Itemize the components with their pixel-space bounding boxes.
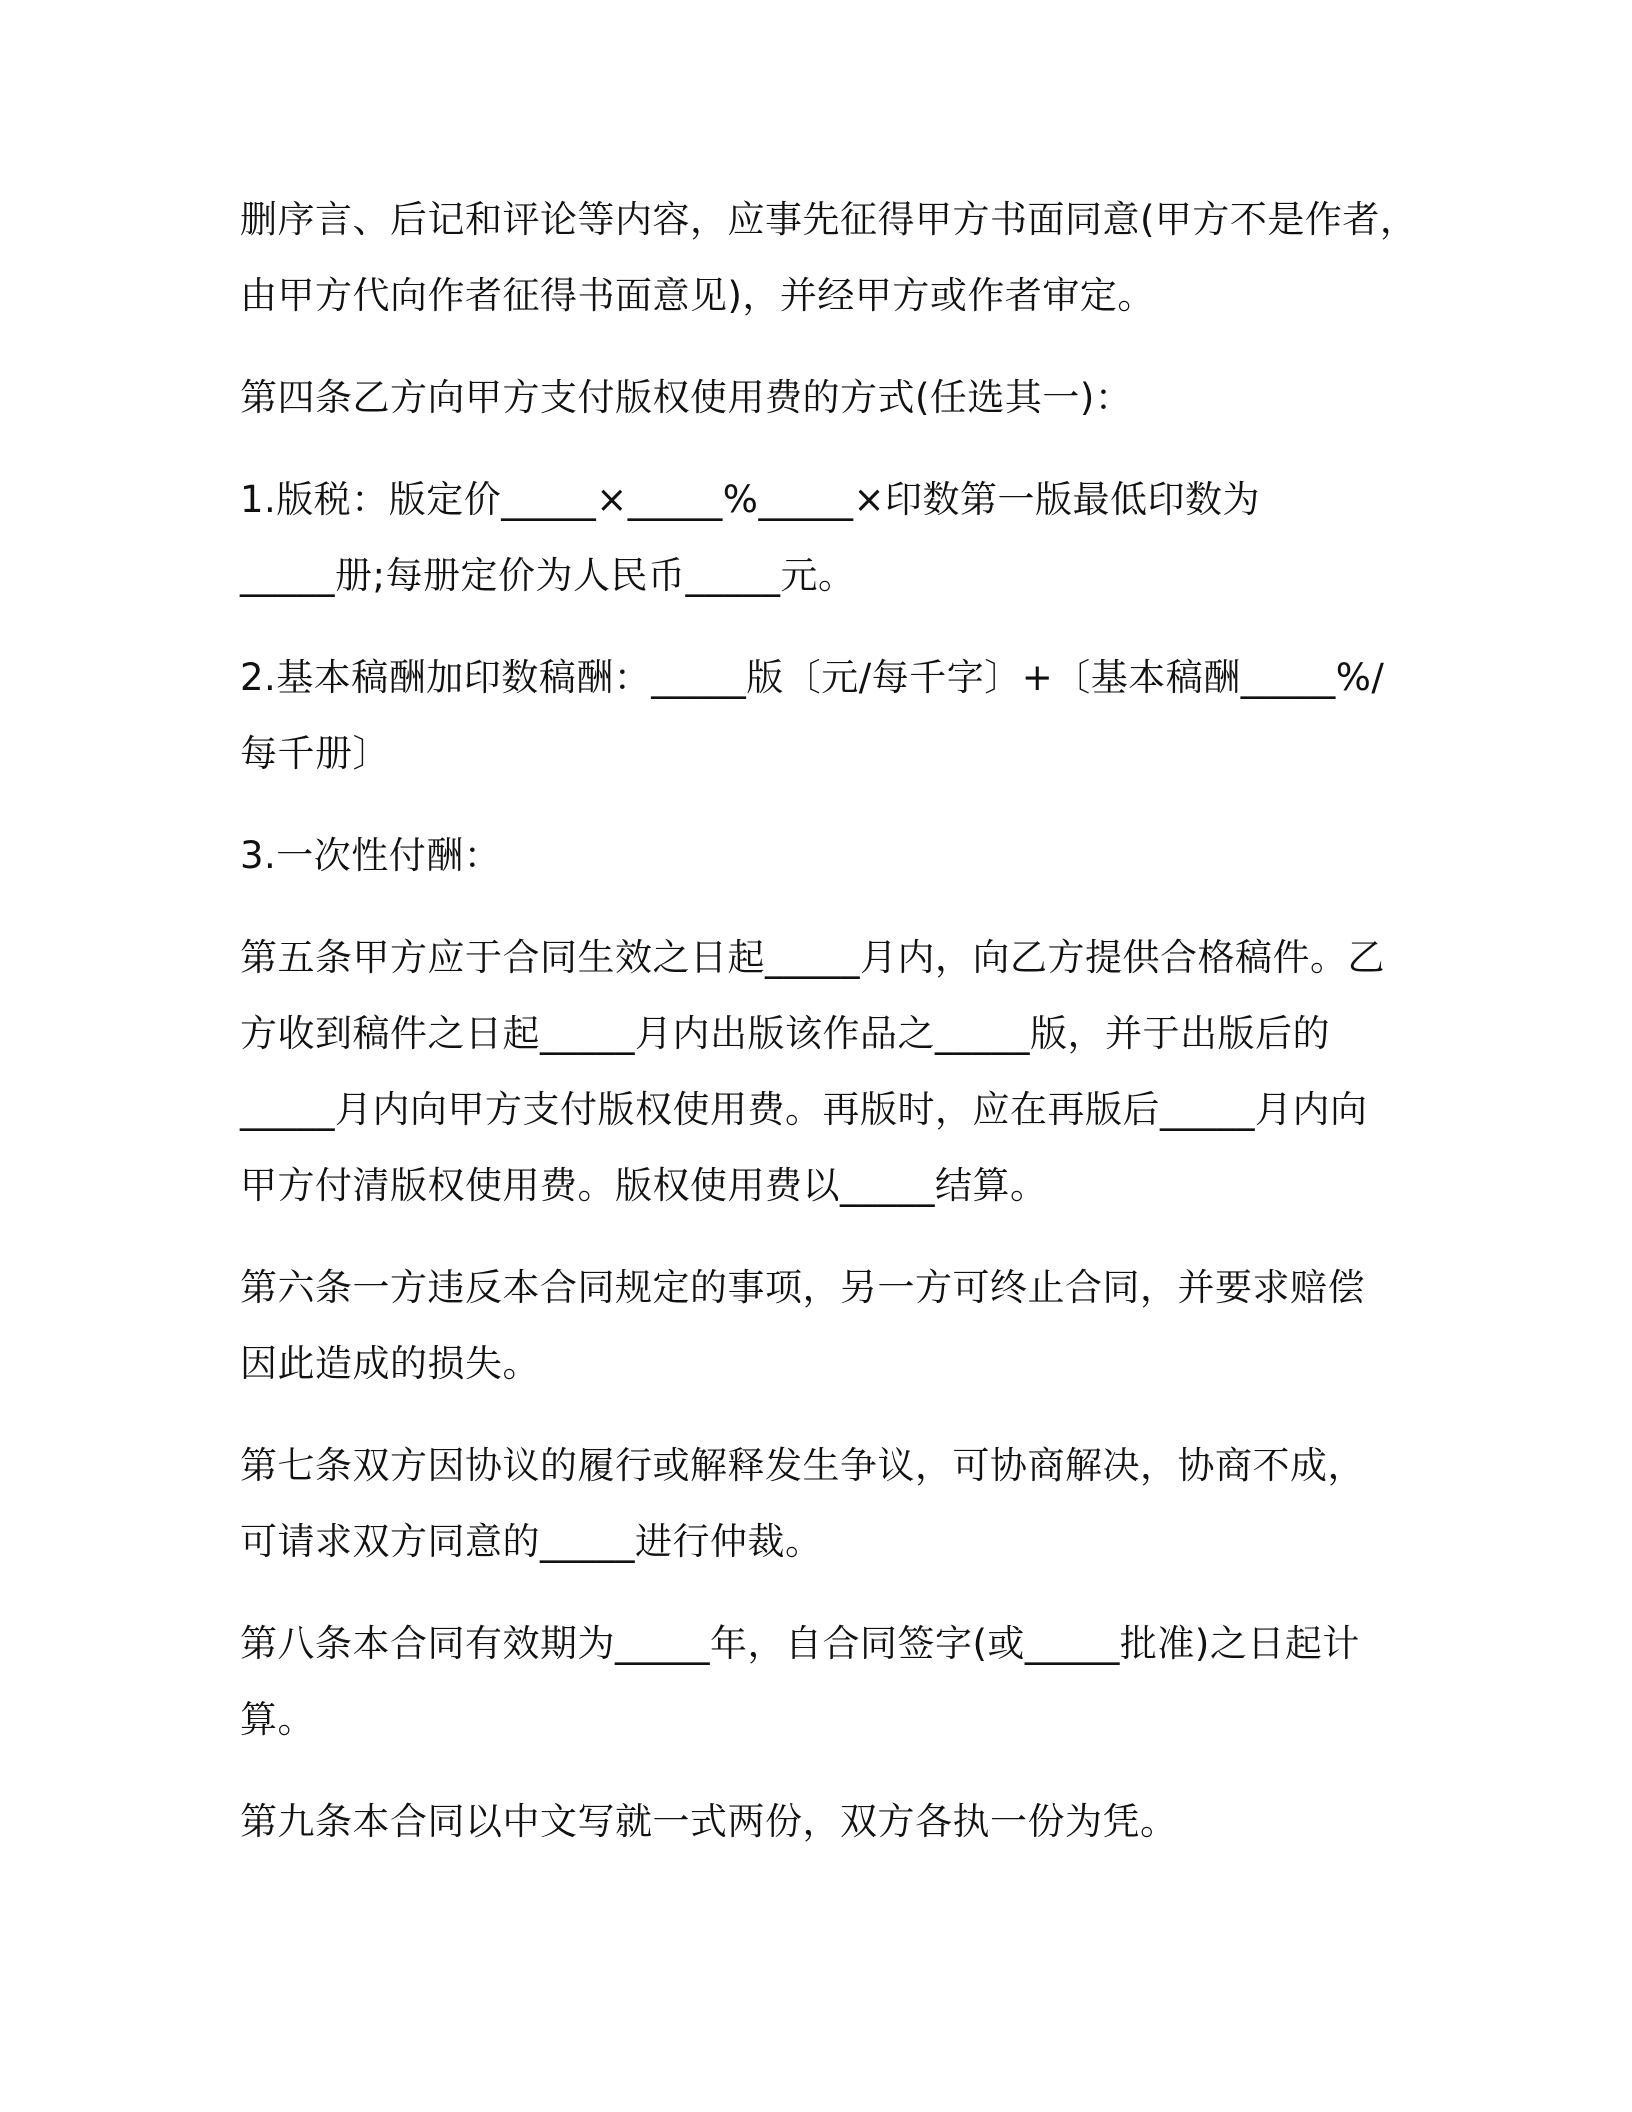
text-line: 由甲方代向作者征得书面意见)，并经甲方或作者审定。 (240, 274, 1155, 317)
text-line: 第九条本合同以中文写就一式两份，双方各执一份为凭。 (240, 1800, 1178, 1843)
text-line: 第八条本合同有效期为_____年，自合同签字(或_____批准)之日起计 (240, 1622, 1360, 1665)
text-line: 第七条双方因协议的履行或解释发生争议，可协商解决，协商不成， (240, 1444, 1365, 1487)
text-line: 删序言、后记和评论等内容，应事先征得甲方书面同意(甲方不是作者， (240, 198, 1418, 241)
text-line: 可请求双方同意的_____进行仲裁。 (240, 1520, 823, 1563)
text-line: 因此造成的损失。 (240, 1342, 540, 1385)
text-line: 3.一次性付酬： (240, 834, 502, 877)
text-line: 方收到稿件之日起_____月内出版该作品之_____版，并于出版后的 (240, 1012, 1330, 1055)
text-line: 1.版税：版定价_____×_____%_____×印数第一版最低印数为 (240, 478, 1260, 521)
text-line: 甲方付清版权使用费。版权使用费以_____结算。 (240, 1164, 1048, 1207)
text-line: 算。 (240, 1698, 315, 1741)
text-line: 第六条一方违反本合同规定的事项，另一方可终止合同，并要求赔偿 (240, 1266, 1365, 1309)
text-line: _____册;每册定价为人民币_____元。 (240, 554, 856, 597)
text-line: 第四条乙方向甲方支付版权使用费的方式(任选其一)： (240, 376, 1133, 419)
text-line: 2.基本稿酬加印数稿酬：_____版〔元/每千字〕+〔基本稿酬_____%/ (240, 656, 1385, 699)
text-line: 第五条甲方应于合同生效之日起_____月内，向乙方提供合格稿件。乙 (240, 936, 1385, 979)
text-line: _____月内向甲方支付版权使用费。再版时，应在再版后_____月内向 (240, 1088, 1368, 1131)
text-line: 每千册〕 (240, 732, 390, 775)
